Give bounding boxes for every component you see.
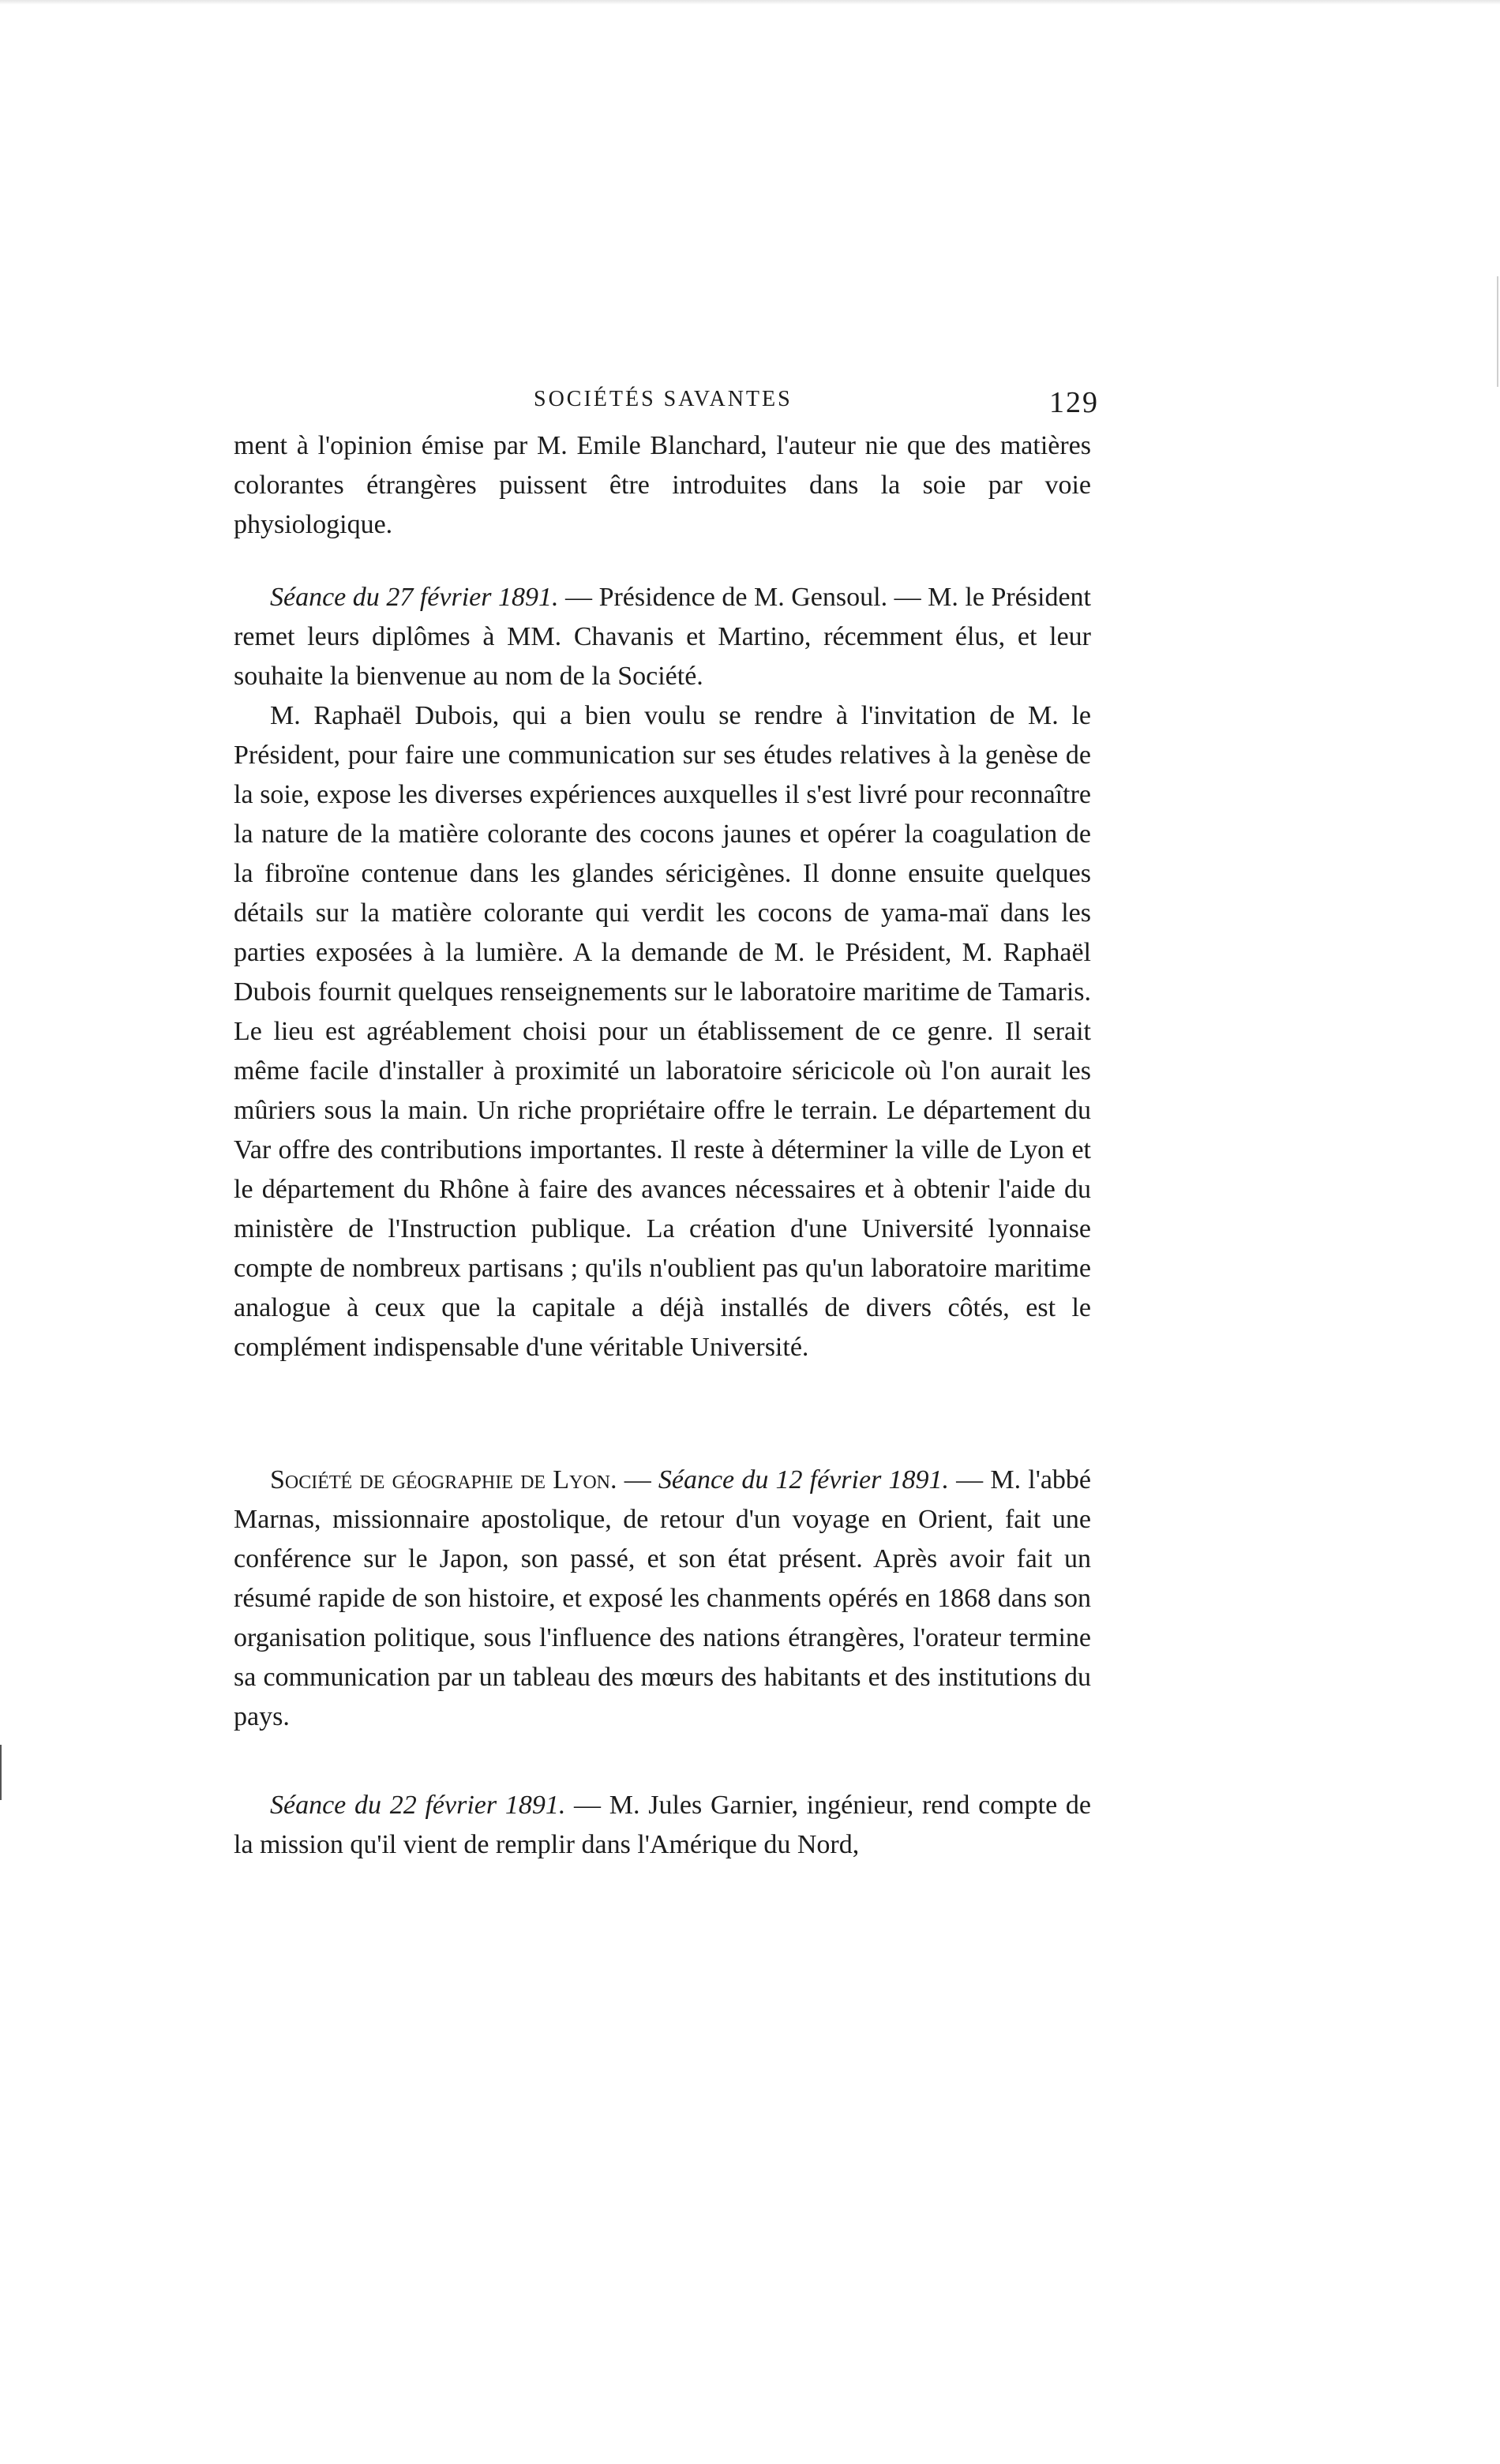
running-title: SOCIÉTÉS SAVANTES: [534, 387, 793, 411]
seance-date: Séance du 12 février 1891.: [658, 1465, 949, 1495]
scan-mark-right-edge: [1497, 276, 1498, 387]
page-number: 129: [1049, 386, 1099, 419]
seance-text: — M. l'abbé Marnas, missionnaire apostolique, de retour d'un voyage en Orient, fait une conférence sur le Japon, son passé, et son état présent. Après avoir fait un résumé rapide de son histoire, et exposé les chanments opérés en 1868 dans son organisation politique, sous l'influence des nations étrangères, l'orateur termine sa communication par un tableau des mœurs des habitants et des institutions du pays.: [234, 1465, 1091, 1731]
paragraph-seance-22-fevrier: [234, 1786, 1091, 1865]
page-body: [234, 371, 1099, 1865]
paragraph-dubois: M. Raphaël Dubois, qui a bien voulu se rendre à l'invitation de M. le Président, pour faire une communication sur ses études relatives à la genèse de la soie, expose les diverses expériences auxquelles il s'est livré pour reconnaître la nature de la matière colorante des cocons jaunes et opérer la coagulation de la fibroïne contenue dans les glandes séricigènes. Il donne ensuite quelques détails sur la matière colorante qui verdit les cocons de yama-maï dans les parties exposées à la lumière. A la demande de M. le Président, M. Raphaël Dubois fournit quelques renseignements sur le laboratoire maritime de Tamaris. Le lieu est agréablement choisi pour un établissement de ce genre. Il serait même facile d'installer à proximité un laboratoire séricicole où l'on aurait les mûriers sous la main. Un riche propriétaire offre le terrain. Le département du Var offre des contributions importantes. Il reste à déterminer la ville de Lyon et le département du Rhône à faire des avances nécessaires et à obtenir l'aide du ministère de l'Instruction publique. La création d'une Université lyonnaise compte de nombreux partisans ; qu'ils n'oublient pas qu'un laboratoire maritime analogue à ceux que la capitale a déjà installés de divers côtés, est le complément indispensable d'une véritable Université.: [234, 701, 1091, 1362]
seance-date: Séance du 22 février 1891.: [270, 1791, 566, 1820]
seance-text: — M. Jules Garnier, ingénieur, rend compte de la mission qu'il vient de remplir dans l'Amérique du Nord,: [234, 1791, 1091, 1859]
separator-dash: —: [617, 1465, 658, 1495]
paragraph-continuation: ment à l'opinion émise par M. Emile Blanchard, l'auteur nie que des matières colorantes étrangères puissent être introduites dans la soie par voie physiologique.: [234, 431, 1091, 539]
seance-text: — Présidence de M. Gensoul. — M. le Président remet leurs diplômes à MM. Chavanis et Martino, récemment élus, et leur souhaite la bienvenue au nom de la Société.: [234, 583, 1091, 691]
society-name: Société de géographie de Lyon.: [270, 1465, 617, 1495]
scan-mark-left: [0, 1745, 2, 1800]
paragraph-societe-geographie: [234, 1461, 1091, 1737]
seance-date: Séance du 27 février 1891.: [270, 583, 559, 612]
running-head: [234, 371, 1099, 426]
scan-edge: [0, 0, 1500, 5]
paragraph-seance-27-fevrier: [234, 578, 1091, 696]
